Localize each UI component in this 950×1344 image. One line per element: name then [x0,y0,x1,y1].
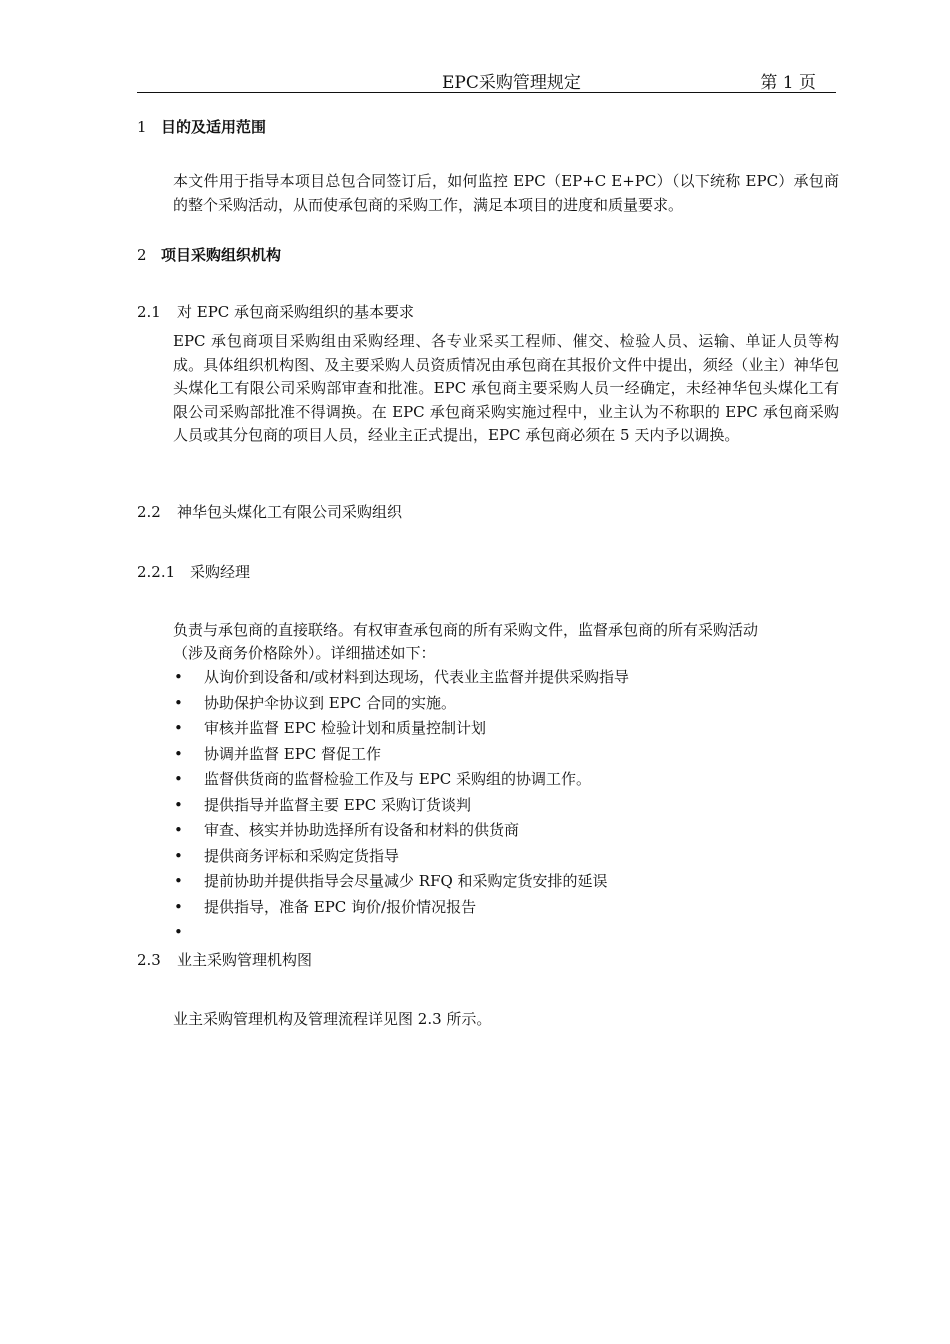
section-number: 2.3 [137,951,161,969]
list-item-text: 提供指导，准备 EPC 询价/报价情况报告 [204,897,477,916]
section-title: 业主采购管理机构图 [177,951,313,969]
list-item-text: 协助保护伞协议到 EPC 合同的实施。 [204,693,457,712]
duty-bullet-list [173,665,629,946]
list-item [173,920,629,946]
list-item [173,793,629,819]
list-item-text: 提供指导并监督主要 EPC 采购订货谈判 [204,795,472,814]
list-item-text: 从询价到设备和/或材料到达现场，代表业主监督并提供采购指导 [204,668,630,686]
list-item [173,742,629,768]
section-number: 2.2.1 [137,563,176,581]
section-title: 项目采购组织机构 [161,246,282,264]
section-1-paragraph: 本文件用于指导本项目总包合同签订后，如何监控 EPC（EP+C E+PC）（以下统称 EPC）承包商的整个采购活动，从而使承包商的采购工作，满足本项目的进度和质量要求。 [173,172,839,214]
list-item-text: 审查、核实并协助选择所有设备和材料的供货商 [204,821,520,839]
list-item-text: 协调并监督 EPC 督促工作 [204,744,382,763]
list-item [173,767,629,793]
section-number: 2.2 [137,503,161,521]
section-2-3-paragraph: 业主采购管理机构及管理流程详见图 2.3 所示。 [173,1010,492,1028]
list-item [173,818,629,844]
bullet-icon: • [174,923,183,941]
list-item-text: 提前协助并提供指导会尽量减少 RFQ 和采购定货安排的延误 [204,872,608,890]
bullet-icon: • [174,795,183,814]
list-item [173,869,629,895]
section-2-heading [137,245,281,265]
section-2-2-1-paragraph-line-1: 负责与承包商的直接联络。有权审查承包商的所有采购文件，监督承包商的所有采购活动 [173,621,759,639]
section-title: 目的及适用范围 [161,118,267,136]
section-2-2-1-heading [137,562,250,582]
bullet-icon: • [174,693,183,712]
header-page-number: 第 1 页 [760,73,816,93]
bullet-icon: • [174,821,183,839]
list-item [173,665,629,691]
list-item [173,716,629,742]
section-1-heading [137,117,266,137]
list-item-text: 提供商务评标和采购定货指导 [204,846,400,865]
section-2-3-heading [137,950,312,970]
section-title: 对 EPC 承包商采购组织的基本要求 [177,303,415,321]
section-2-1-heading [137,302,414,322]
bullet-icon: • [174,744,183,763]
list-item-text: 审核并监督 EPC 检验计划和质量控制计划 [204,719,487,737]
section-2-1-paragraph: EPC 承包商项目采购组由采购经理、各专业采买工程师、催交、检验人员、运输、单证人员等构成。具体组织机构图、及主要采购人员资质情况由承包商在其报价文件中提出，须经（业主）神华包头煤化工有限公司采购部审查和批准。EPC 承包商主要采购人员一经确定，未经神华包头煤化工有限公司采购部批准不得调换。在 EPC 承包商采购实施过程中，业主认为不称职的 EPC 承包商采购人员或其分包商的项目人员，经业主正式提出，EPC 承包商必须在 5 天内予以调换。 [173,332,839,444]
list-item [173,691,629,717]
section-title: 神华包头煤化工有限公司采购组织 [177,503,403,521]
section-2-2-heading [137,502,402,522]
section-2-2-1-paragraph-line-2: （涉及商务价格除外）。详细描述如下： [173,644,436,662]
bullet-icon: • [174,846,183,865]
section-number: 2.1 [137,303,161,321]
bullet-icon: • [174,770,183,788]
page-header [137,66,836,93]
section-title: 采购经理 [190,563,251,581]
list-item-text: 监督供货商的监督检验工作及与 EPC 采购组的协调工作。 [204,770,592,788]
section-number: 2 [137,246,147,264]
bullet-icon: • [174,719,183,737]
bullet-icon: • [174,872,183,890]
bullet-icon: • [174,897,183,916]
list-item [173,844,629,870]
section-number: 1 [137,118,147,136]
bullet-icon: • [174,668,183,686]
header-title: EPC采购管理规定 [442,73,581,93]
list-item [173,895,629,921]
